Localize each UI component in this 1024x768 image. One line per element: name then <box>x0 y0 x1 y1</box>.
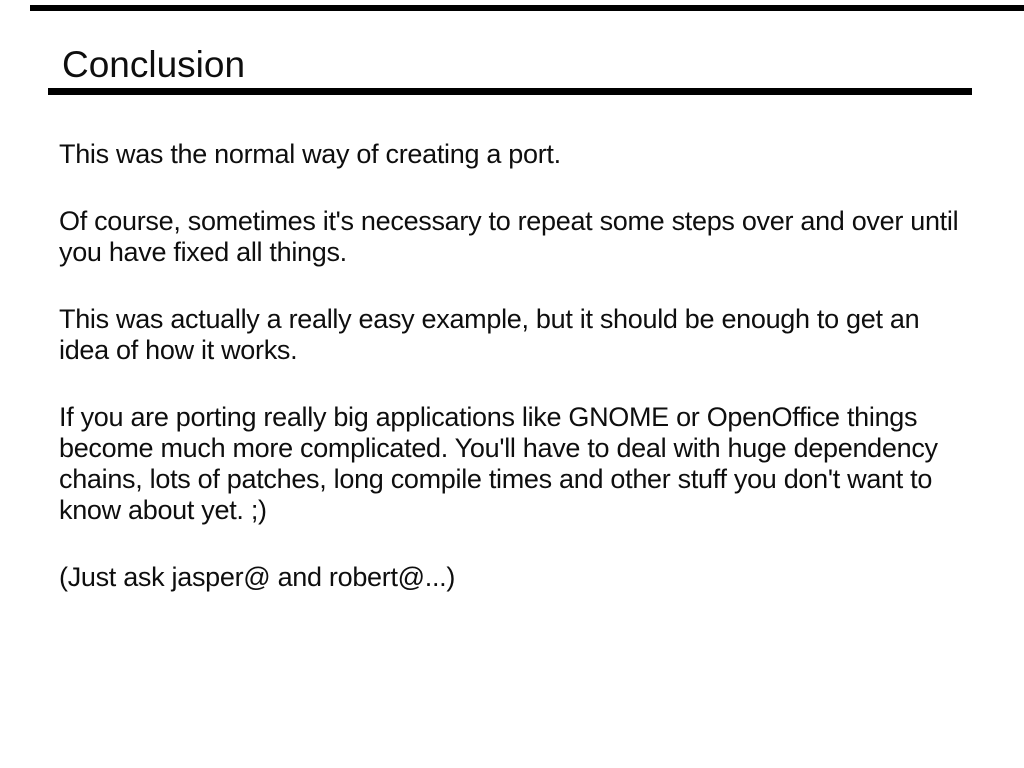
paragraph <box>59 402 1009 526</box>
text-line: know about yet. ;) <box>59 495 267 525</box>
text-line: chains, lots of patches, long compile times and other stuff you don't want to <box>59 464 933 494</box>
title-underline-rule <box>48 88 972 95</box>
text-line: you have fixed all things. <box>59 237 347 267</box>
paragraph <box>59 139 1009 170</box>
text-line: Of course, sometimes it's necessary to repeat some steps over and over until <box>59 206 959 236</box>
slide-body <box>59 139 1009 629</box>
paragraph <box>59 304 1009 366</box>
text-line: become much more complicated. You'll have to deal with huge dependency <box>59 433 938 463</box>
text-line: (Just ask jasper@ and robert@...) <box>59 562 456 592</box>
text-line: This was the normal way of creating a port. <box>59 139 561 169</box>
paragraph <box>59 206 1009 268</box>
top-edge-bar <box>30 5 1024 11</box>
text-line: This was actually a really easy example, but it should be enough to get an <box>59 304 920 334</box>
text-line: idea of how it works. <box>59 335 298 365</box>
paragraph <box>59 562 1009 593</box>
slide-title: Conclusion <box>62 44 246 85</box>
text-line: If you are porting really big applications like GNOME or OpenOffice things <box>59 402 918 432</box>
